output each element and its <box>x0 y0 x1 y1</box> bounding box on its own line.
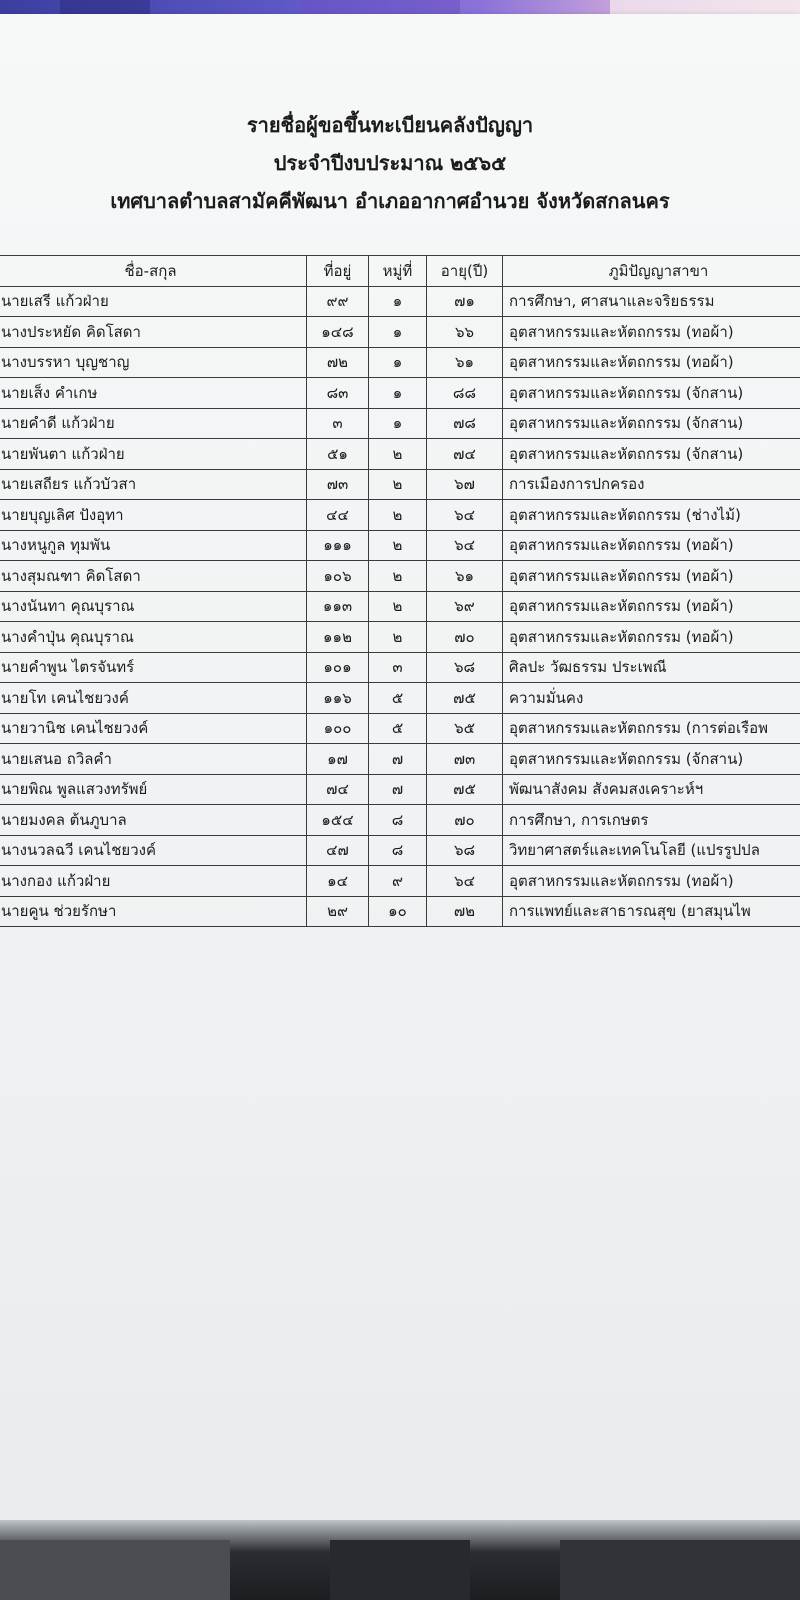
title-line-3: เทศบาลตำบลสามัคคีพัฒนา อำเภออากาศอำนวย จังหวัดสกลนคร <box>110 189 670 213</box>
cell-name: นายคำดี แก้วฝ่าย <box>0 408 307 439</box>
cell-age: ๘๘ <box>427 378 503 409</box>
cell-name: นายวานิช เคนไชยวงค์ <box>0 713 307 744</box>
cell-age: ๗๑ <box>427 286 503 317</box>
cell-address: ๑๔๘ <box>307 317 369 348</box>
cell-name: นายมงคล ต้นภูบาล <box>0 805 307 836</box>
cell-name: นายคูน ช่วยรักษา <box>0 896 307 927</box>
cell-age: ๖๔ <box>427 866 503 897</box>
cell-branch: ศิลปะ วัฒธรรม ประเพณี <box>503 652 800 683</box>
table-row <box>0 500 800 531</box>
cell-village: ๒ <box>369 469 427 500</box>
cell-address: ๑๐๐ <box>307 713 369 744</box>
cell-address: ๑๐๖ <box>307 561 369 592</box>
cell-address: ๑๐๑ <box>307 652 369 683</box>
header-village: หมู่ที่ <box>369 256 427 287</box>
cell-village: ๑ <box>369 317 427 348</box>
title-line-2: ประจำปีงบประมาณ ๒๕๖๕ <box>273 151 507 175</box>
cell-age: ๖๔ <box>427 500 503 531</box>
cell-age: ๗๕ <box>427 774 503 805</box>
cell-address: ๒๙ <box>307 896 369 927</box>
cell-address: ๗๔ <box>307 774 369 805</box>
table-row <box>0 622 800 653</box>
cell-age: ๖๘ <box>427 835 503 866</box>
table-row <box>0 286 800 317</box>
table-row <box>0 561 800 592</box>
cell-age: ๖๖ <box>427 317 503 348</box>
cell-name: นายคำพูน ไตรจันทร์ <box>0 652 307 683</box>
cell-address: ๑๑๒ <box>307 622 369 653</box>
cell-branch: อุตสาหกรรมและหัตถกรรม (จักสาน) <box>503 439 800 470</box>
cell-age: ๖๕ <box>427 713 503 744</box>
cell-address: ๗๒ <box>307 347 369 378</box>
cell-address: ๑๑๓ <box>307 591 369 622</box>
cell-branch: อุตสาหกรรมและหัตถกรรม (จักสาน) <box>503 378 800 409</box>
floor-shape <box>560 1540 800 1600</box>
cell-age: ๗๓ <box>427 744 503 775</box>
cell-branch: การศึกษา, การเกษตร <box>503 805 800 836</box>
cell-name: นางนวลฉวี เคนไชยวงค์ <box>0 835 307 866</box>
cell-branch: อุตสาหกรรมและหัตถกรรม (ทอผ้า) <box>503 866 800 897</box>
cell-village: ๗ <box>369 774 427 805</box>
cell-address: ๔๔ <box>307 500 369 531</box>
table-row <box>0 866 800 897</box>
cell-name: นางหนูกูล ทุมพัน <box>0 530 307 561</box>
cell-village: ๒ <box>369 591 427 622</box>
cell-name: นายพิณ พูลแสวงทรัพย์ <box>0 774 307 805</box>
cell-age: ๗๐ <box>427 805 503 836</box>
cell-village: ๑ <box>369 408 427 439</box>
cell-address: ๑๑๖ <box>307 683 369 714</box>
cell-branch: การแพทย์และสาธารณสุข (ยาสมุนไพ <box>503 896 800 927</box>
cell-village: ๕ <box>369 713 427 744</box>
cell-village: ๑ <box>369 286 427 317</box>
cell-name: นายเสถียร แก้วบัวสา <box>0 469 307 500</box>
cell-village: ๕ <box>369 683 427 714</box>
table-row <box>0 896 800 927</box>
cell-village: ๒ <box>369 439 427 470</box>
cell-address: ๑๗ <box>307 744 369 775</box>
cell-village: ๑ <box>369 378 427 409</box>
cell-branch: วิทยาศาสตร์และเทคโนโลยี (แปรรูปปล <box>503 835 800 866</box>
cell-village: ๗ <box>369 744 427 775</box>
cell-address: ๓ <box>307 408 369 439</box>
table-row <box>0 683 800 714</box>
cell-name: นางประหยัด คิดโสดา <box>0 317 307 348</box>
cell-name: นายเสรี แก้วฝ่าย <box>0 286 307 317</box>
floor-shape <box>0 1540 230 1600</box>
table-row <box>0 408 800 439</box>
table-row <box>0 652 800 683</box>
table-row <box>0 744 800 775</box>
cell-village: ๒ <box>369 500 427 531</box>
header-name: ชื่อ-สกุล <box>0 256 307 287</box>
table-row <box>0 347 800 378</box>
title-line-1: รายชื่อผู้ขอขึ้นทะเบียนคลังปัญญา <box>246 113 534 137</box>
cell-address: ๗๓ <box>307 469 369 500</box>
cell-name: นางสุมณฑา คิดโสดา <box>0 561 307 592</box>
floor-shape <box>330 1540 470 1600</box>
cell-name: นางนันทา คุณบุราณ <box>0 591 307 622</box>
cell-village: ๘ <box>369 835 427 866</box>
cell-name: นายโท เคนไชยวงค์ <box>0 683 307 714</box>
cell-age: ๗๐ <box>427 622 503 653</box>
cell-branch: อุตสาหกรรมและหัตถกรรม (ทอผ้า) <box>503 530 800 561</box>
cell-age: ๖๗ <box>427 469 503 500</box>
cell-age: ๖๔ <box>427 530 503 561</box>
cell-name: นางคำปุ่น คุณบุราณ <box>0 622 307 653</box>
background-floor <box>0 1520 800 1600</box>
table-row <box>0 713 800 744</box>
cell-branch: ความมั่นคง <box>503 683 800 714</box>
table-header-row <box>0 256 800 287</box>
cell-age: ๗๕ <box>427 683 503 714</box>
cell-address: ๔๗ <box>307 835 369 866</box>
cell-branch: อุตสาหกรรมและหัตถกรรม (ช่างไม้) <box>503 500 800 531</box>
header-address: ที่อยู่ <box>307 256 369 287</box>
cell-branch: อุตสาหกรรมและหัตถกรรม (ทอผ้า) <box>503 347 800 378</box>
table-row <box>0 317 800 348</box>
table-row <box>0 469 800 500</box>
cell-age: ๗๔ <box>427 439 503 470</box>
cell-village: ๓ <box>369 652 427 683</box>
cell-address: ๕๑ <box>307 439 369 470</box>
cell-village: ๒ <box>369 530 427 561</box>
cell-address: ๑๕๔ <box>307 805 369 836</box>
table-row <box>0 591 800 622</box>
cell-branch: อุตสาหกรรมและหัตถกรรม (ทอผ้า) <box>503 561 800 592</box>
cell-age: ๗๘ <box>427 408 503 439</box>
table-row <box>0 378 800 409</box>
cell-age: ๗๒ <box>427 896 503 927</box>
cell-address: ๑๑๑ <box>307 530 369 561</box>
cell-branch: อุตสาหกรรมและหัตถกรรม (การต่อเรือพ <box>503 713 800 744</box>
cell-name: นายเสนอ ถวิลคำ <box>0 744 307 775</box>
header-branch: ภูมิปัญญาสาขา <box>503 256 800 287</box>
cell-name: นางบรรหา บุญชาญ <box>0 347 307 378</box>
cell-village: ๑๐ <box>369 896 427 927</box>
cell-age: ๖๑ <box>427 347 503 378</box>
cell-name: นายเส็ง คำเกษ <box>0 378 307 409</box>
table-row <box>0 530 800 561</box>
cell-address: ๙๙ <box>307 286 369 317</box>
cell-name: นายบุญเลิศ ปังอุทา <box>0 500 307 531</box>
table-row <box>0 774 800 805</box>
cell-branch: พัฒนาสังคม สังคมสงเคราะห์ฯ <box>503 774 800 805</box>
cell-village: ๙ <box>369 866 427 897</box>
table-row <box>0 835 800 866</box>
cell-age: ๖๑ <box>427 561 503 592</box>
cell-branch: อุตสาหกรรมและหัตถกรรม (ทอผ้า) <box>503 591 800 622</box>
cell-branch: อุตสาหกรรมและหัตถกรรม (ทอผ้า) <box>503 317 800 348</box>
cell-age: ๖๘ <box>427 652 503 683</box>
cell-age: ๖๙ <box>427 591 503 622</box>
cell-village: ๑ <box>369 347 427 378</box>
cell-village: ๘ <box>369 805 427 836</box>
cell-village: ๒ <box>369 561 427 592</box>
cell-name: นางกอง แก้วฝ่าย <box>0 866 307 897</box>
cell-name: นายพันตา แก้วฝ่าย <box>0 439 307 470</box>
cell-village: ๒ <box>369 622 427 653</box>
cell-address: ๘๓ <box>307 378 369 409</box>
cell-branch: อุตสาหกรรมและหัตถกรรม (ทอผ้า) <box>503 622 800 653</box>
registrant-table <box>0 255 800 927</box>
header-age: อายุ(ปี) <box>427 256 503 287</box>
table-row <box>0 439 800 470</box>
cell-branch: การศึกษา, ศาสนาและจริยธรรม <box>503 286 800 317</box>
cell-branch: การเมืองการปกครอง <box>503 469 800 500</box>
table-row <box>0 805 800 836</box>
document-title <box>0 106 780 220</box>
cell-branch: อุตสาหกรรมและหัตถกรรม (จักสาน) <box>503 744 800 775</box>
cell-address: ๑๔ <box>307 866 369 897</box>
cell-branch: อุตสาหกรรมและหัตถกรรม (จักสาน) <box>503 408 800 439</box>
